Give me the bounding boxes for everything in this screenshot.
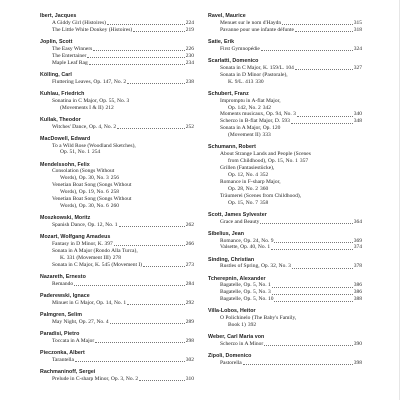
piece-title: Romance, Op. 24, No. 9: [220, 237, 274, 244]
page-number: 388: [353, 296, 362, 303]
piece-item: [208, 315, 362, 329]
dot-leader: [271, 249, 353, 250]
piece-title: Bagatelle, Op. 5, No. 3: [220, 289, 271, 296]
piece-title-continued: Words), Op. 19, No. 6: [60, 189, 109, 196]
piece-row: [52, 203, 194, 210]
piece-item: [40, 79, 194, 86]
composer-name: Scott, James Sylvester: [208, 211, 267, 218]
piece-row: [52, 357, 194, 364]
composer-name: MacDowell, Edward: [40, 135, 91, 142]
piece-row: [52, 79, 194, 86]
page-number: 358: [259, 199, 269, 206]
piece-item: [40, 248, 194, 262]
composer-name: Paderewski, Ignace: [40, 292, 90, 299]
composer-entry: [208, 39, 362, 53]
page-number: 226: [185, 45, 194, 52]
page-number: 254: [91, 149, 101, 156]
dot-leader: [89, 64, 185, 65]
dot-leader: [117, 128, 185, 129]
composer-name: Pieczonka, Albert: [40, 349, 85, 356]
page-number: 369: [353, 237, 362, 244]
piece-title: Witches' Dance, Op. 4, No. 2: [52, 123, 117, 130]
piece-title: Pastorella: [220, 360, 242, 367]
piece-row: [220, 289, 362, 296]
dot-leader: [143, 266, 185, 267]
piece-item: [208, 46, 362, 53]
composer-name: Sinding, Christian: [208, 256, 255, 263]
piece-item: [208, 296, 362, 303]
composer-entry: [40, 215, 194, 229]
composer-name: Villa-Lobos, Heitor: [208, 308, 256, 315]
piece-title: Sonatina in C Major, Op. 55, No. 3: [52, 97, 130, 104]
dot-leader: [119, 226, 185, 227]
piece-item: [40, 338, 194, 345]
composer-entry: [40, 293, 194, 307]
piece-row: [220, 105, 362, 112]
piece-title: Spanish Dance, Op. 12, No. 1: [52, 221, 118, 228]
composer-entry: [208, 212, 362, 226]
composer-entry: [208, 308, 362, 329]
piece-title-continued: (Movements I & II): [60, 104, 104, 111]
piece-row: [220, 360, 362, 367]
composer-entry: [40, 136, 194, 157]
piece-title: Bagatelle, Op. 5, No. 1: [220, 282, 271, 289]
composer-entry: [40, 39, 194, 67]
composer-name: Joplin, Scott: [40, 38, 73, 45]
piece-title: Remando: [52, 280, 74, 287]
index-column-right: [208, 13, 362, 372]
piece-item: [40, 53, 194, 60]
page-number: 327: [353, 64, 362, 71]
page-number: 310: [185, 375, 194, 382]
piece-row: [220, 118, 362, 125]
piece-row: [52, 300, 194, 307]
piece-row: [52, 124, 194, 131]
piece-title: About Strange Lands and People (Scenes: [220, 151, 311, 158]
piece-title: Scherzo in A Minor: [220, 341, 264, 348]
piece-item: [40, 262, 194, 269]
page-number: 292: [185, 299, 194, 306]
dot-leader: [243, 364, 353, 365]
piece-item: [208, 118, 362, 125]
piece-row: [52, 241, 194, 248]
piece-item: [40, 124, 194, 131]
piece-title: Rustles of Spring, Op. 32, No. 3: [220, 263, 291, 270]
piece-row: [220, 79, 362, 86]
piece-item: [208, 282, 362, 289]
page-number: 315: [353, 19, 362, 26]
page-number: 340: [353, 111, 362, 118]
piece-title: First Gymnopédie: [220, 45, 260, 52]
piece-title: May Night, Op. 27, No. 4: [52, 318, 109, 325]
piece-title-continued: from Childhood), Op. 15, No. 1: [228, 158, 298, 165]
composer-name: Rachmaninoff, Sergei: [40, 368, 96, 375]
piece-row: [220, 322, 362, 329]
piece-item: [40, 319, 194, 326]
page-number: 333: [262, 132, 271, 139]
composer-name: Nazareth, Ernesto: [40, 273, 86, 280]
dot-leader: [133, 31, 185, 32]
piece-title: Maple Leaf Rag: [52, 59, 88, 66]
piece-item: [208, 238, 362, 245]
piece-item: [40, 281, 194, 288]
piece-item: [208, 263, 362, 270]
piece-item: [40, 241, 194, 248]
dot-leader: [274, 242, 352, 243]
page-number: 252: [185, 123, 194, 130]
piece-item: [208, 360, 362, 367]
piece-item: [40, 300, 194, 307]
page-number: 298: [185, 337, 194, 344]
composer-entry: [40, 13, 194, 34]
piece-title: Minuet in G Major, Op. 14, No. 1: [52, 299, 127, 306]
piece-row: [220, 263, 362, 270]
piece-item: [208, 165, 362, 179]
piece-title: Valsette, Op. 40, No. 1: [220, 244, 271, 251]
piece-title: Grillen (Fantasiestücke),: [220, 164, 275, 171]
page-number: 360: [259, 185, 269, 192]
piece-title: Sonata in C Major, K. 159/L. 104: [220, 64, 294, 71]
composer-entry: [40, 91, 194, 112]
page-number: 324: [353, 45, 362, 52]
page-number: 364: [353, 218, 362, 225]
dot-leader: [107, 24, 185, 25]
dot-leader: [75, 361, 185, 362]
composer-entry: [208, 144, 362, 206]
piece-item: [40, 357, 194, 364]
dot-leader: [297, 116, 353, 117]
dot-leader: [291, 123, 353, 124]
page-number: 398: [353, 360, 362, 367]
dot-leader: [95, 342, 185, 343]
composer-name: Kuhlau, Friedrich: [40, 90, 85, 97]
page-number: 266: [185, 240, 194, 247]
composer-name: Paradisi, Pietro: [40, 330, 80, 337]
dot-leader: [295, 69, 353, 70]
piece-item: [40, 168, 194, 182]
composer-name: Sibelius, Jean: [208, 230, 245, 237]
piece-title-continued: Words), Op. 30, No. 6: [60, 202, 109, 209]
piece-title: Impromptu in A-flat Major,: [220, 97, 281, 104]
piece-row: [52, 60, 194, 67]
piece-title: Träumerei (Scenes from Childhood),: [220, 192, 302, 199]
page-number: 273: [185, 261, 194, 268]
piece-title: Menuet sur le nom d'Haydn: [220, 19, 282, 26]
page-number: 386: [353, 289, 362, 296]
piece-title: Sonata in C Major, K. 545 (Movement I): [52, 261, 143, 268]
page-number: 342: [262, 104, 271, 111]
piece-item: [208, 179, 362, 193]
page-number: 262: [185, 221, 194, 228]
piece-item: [208, 289, 362, 296]
piece-title: O Polichinelo (The Baby's Family,: [220, 315, 297, 322]
page-number: 386: [353, 282, 362, 289]
page-number: 318: [353, 26, 362, 33]
composer-entry: [208, 91, 362, 139]
piece-title: Pavanne pour une infante défunte: [220, 26, 294, 33]
piece-row: [220, 65, 362, 72]
piece-title: Venetian Boat Song (Songs Without: [52, 196, 132, 203]
composer-name: Schubert, Franz: [208, 90, 249, 97]
dot-leader: [260, 223, 352, 224]
dot-leader: [114, 245, 185, 246]
piece-item: [40, 20, 194, 27]
piece-title-continued: K. 331 (Movement III): [60, 254, 111, 261]
composer-entry: [208, 334, 362, 348]
piece-item: [208, 20, 362, 27]
piece-row: [220, 46, 362, 53]
composer-entry: [40, 162, 194, 210]
composer-name: Zipoli, Domenico: [208, 353, 252, 360]
composer-entry: [40, 312, 194, 326]
composer-name: Tcherepnin, Alexander: [208, 275, 266, 282]
piece-row: [52, 319, 194, 326]
composer-entry: [40, 72, 194, 86]
composer-entry: [40, 274, 194, 288]
piece-title: Bagatelle, Op. 5, No. 10: [220, 296, 274, 303]
page-number: 258: [110, 189, 119, 196]
piece-row: [220, 186, 362, 193]
piece-row: [52, 27, 194, 34]
piece-title: Scherzo in B-flat Major, D. 593: [220, 118, 290, 125]
piece-item: [40, 27, 194, 34]
dot-leader: [87, 57, 184, 58]
piece-item: [40, 196, 194, 210]
piece-title-continued: Words), Op. 30, No. 3: [60, 175, 109, 182]
piece-item: [208, 193, 362, 207]
piece-item: [208, 98, 362, 112]
piece-item: [208, 151, 362, 165]
composer-entry: [40, 117, 194, 131]
dot-leader: [110, 323, 185, 324]
dot-leader: [292, 268, 353, 269]
piece-title: Sonata in A Major (Rondo Alla Turca),: [52, 247, 138, 254]
page-number: 378: [353, 263, 362, 270]
piece-title: Venetian Boat Song (Songs Without: [52, 182, 132, 189]
piece-row: [52, 338, 194, 345]
piece-row: [52, 262, 194, 269]
piece-title-continued: Op. 15, No. 7: [228, 199, 258, 206]
composer-entry: [208, 276, 362, 304]
page-number: 392: [247, 322, 257, 329]
piece-title: Grace and Beauty: [220, 218, 260, 225]
piece-title: Sonata in D Minor (Pastorale),: [220, 71, 288, 78]
composer-entry: [208, 13, 362, 34]
piece-row: [220, 341, 362, 348]
composer-entry: [40, 331, 194, 345]
piece-title-continued: Op. 142, No. 2: [228, 104, 261, 111]
piece-row: [220, 172, 362, 179]
piece-title: The Entertainer: [52, 52, 87, 59]
composer-name: Moszkowski, Moritz: [40, 215, 91, 222]
dot-leader: [139, 380, 185, 381]
page-number: 224: [185, 19, 194, 26]
piece-title-continued: Op. 28, No. 2: [228, 185, 258, 192]
page-number: 302: [185, 356, 194, 363]
composer-name: Satie, Erik: [208, 38, 235, 45]
piece-item: [208, 65, 362, 72]
piece-item: [208, 341, 362, 348]
dot-leader: [261, 50, 353, 51]
piece-row: [52, 53, 194, 60]
dot-leader: [272, 294, 353, 295]
composer-name: Kölling, Carl: [40, 71, 72, 78]
piece-title: A Giddy Girl (Histoires): [52, 19, 106, 26]
piece-title: Consolation (Songs Without: [52, 168, 115, 175]
piece-item: [40, 60, 194, 67]
piece-title: To a Wild Rose (Woodland Sketches),: [52, 142, 136, 149]
piece-item: [208, 125, 362, 139]
piece-row: [52, 222, 194, 229]
dot-leader: [264, 345, 353, 346]
composer-entry: [40, 369, 194, 383]
piece-row: [220, 27, 362, 34]
dot-leader: [127, 304, 185, 305]
composer-name: Kullak, Theodor: [40, 116, 81, 123]
piece-row: [220, 238, 362, 245]
page-number: 374: [353, 244, 362, 251]
piece-item: [40, 98, 194, 112]
piece-row: [220, 244, 362, 251]
piece-item: [208, 244, 362, 251]
piece-row: [52, 46, 194, 53]
piece-title-continued: Op. 12, No. 4: [228, 171, 258, 178]
page-number: 289: [185, 318, 194, 325]
piece-title-continued: Op. 51, No. 1: [60, 149, 90, 156]
piece-title: The Easy Winners: [52, 45, 93, 52]
composer-entry: [208, 353, 362, 367]
composer-entry: [208, 231, 362, 252]
dot-leader: [74, 285, 185, 286]
page-number: 212: [105, 104, 114, 111]
piece-title: Romance in F-sharp Major,: [220, 178, 281, 185]
page-number: 230: [185, 52, 194, 59]
piece-item: [40, 222, 194, 229]
composer-entry: [208, 58, 362, 86]
composer-name: Mozart, Wolfgang Amadeus: [40, 234, 111, 241]
piece-item: [40, 46, 194, 53]
piece-row: [52, 20, 194, 27]
dot-leader: [295, 31, 353, 32]
dot-leader: [282, 24, 353, 25]
piece-row: [220, 296, 362, 303]
piece-title: Moments musicaux, Op. 94, No. 3: [220, 111, 296, 118]
page-number: 234: [185, 59, 194, 66]
piece-row: [220, 158, 362, 165]
composer-name: Schumann, Robert: [208, 144, 256, 151]
dot-leader: [93, 50, 184, 51]
piece-title: Fantasy in D Minor, K. 397: [52, 240, 113, 247]
piece-title-continued: Book 1): [228, 322, 246, 329]
piece-row: [52, 149, 194, 156]
piece-row: [52, 105, 194, 112]
index-column-left: [40, 13, 194, 388]
page-number: 278: [112, 254, 121, 261]
piece-row: [220, 20, 362, 27]
piece-row: [220, 200, 362, 207]
piece-item: [40, 143, 194, 157]
piece-item: [40, 376, 194, 383]
piece-row: [52, 255, 194, 262]
page-number: 357: [299, 158, 309, 165]
piece-title: The Little White Donkey (Histoires): [52, 26, 133, 33]
piece-title-continued: (Movement II): [228, 132, 261, 139]
composer-entry: [208, 257, 362, 271]
piece-item: [208, 27, 362, 34]
piece-title: Sonata in A Major, Op. 120: [220, 125, 281, 132]
piece-row: [52, 376, 194, 383]
dot-leader: [272, 287, 353, 288]
piece-row: [220, 219, 362, 226]
piece-title: Tarantella: [52, 356, 74, 363]
piece-item: [208, 72, 362, 86]
page-number: 219: [185, 26, 194, 33]
piece-title: Prelude in C-sharp Minor, Op. 3, No. 2: [52, 375, 139, 382]
dot-leader: [274, 301, 352, 302]
composer-name: Mendelssohn, Felix: [40, 161, 90, 168]
page-number: 260: [110, 202, 119, 209]
composer-name: Scarlatti, Domenico: [208, 57, 259, 64]
piece-title: Toccata in A Major: [52, 337, 95, 344]
piece-row: [220, 132, 362, 139]
composer-entry: [40, 350, 194, 364]
page-number: 284: [185, 280, 194, 287]
composer-name: Palmgren, Selim: [40, 311, 82, 318]
composer-name: Ravel, Maurice: [208, 13, 246, 19]
piece-title: Fluttering Leaves, Op. 147, No. 2: [52, 78, 127, 85]
composer-name: Weber, Carl Maria von: [208, 334, 265, 341]
composer-name: Ibert, Jacques: [40, 13, 77, 19]
dot-leader: [127, 83, 185, 84]
page-number: 238: [185, 78, 194, 85]
piece-item: [208, 219, 362, 226]
page-number: 348: [353, 118, 362, 125]
page-number: 330: [255, 78, 264, 85]
piece-item: [40, 182, 194, 196]
piece-row: [220, 282, 362, 289]
page-number: 390: [353, 341, 362, 348]
piece-row: [52, 281, 194, 288]
piece-title-continued: K. 9/L. 413: [228, 78, 254, 85]
page-number: 256: [110, 175, 119, 182]
page-number: 352: [259, 171, 269, 178]
composer-entry: [40, 234, 194, 269]
